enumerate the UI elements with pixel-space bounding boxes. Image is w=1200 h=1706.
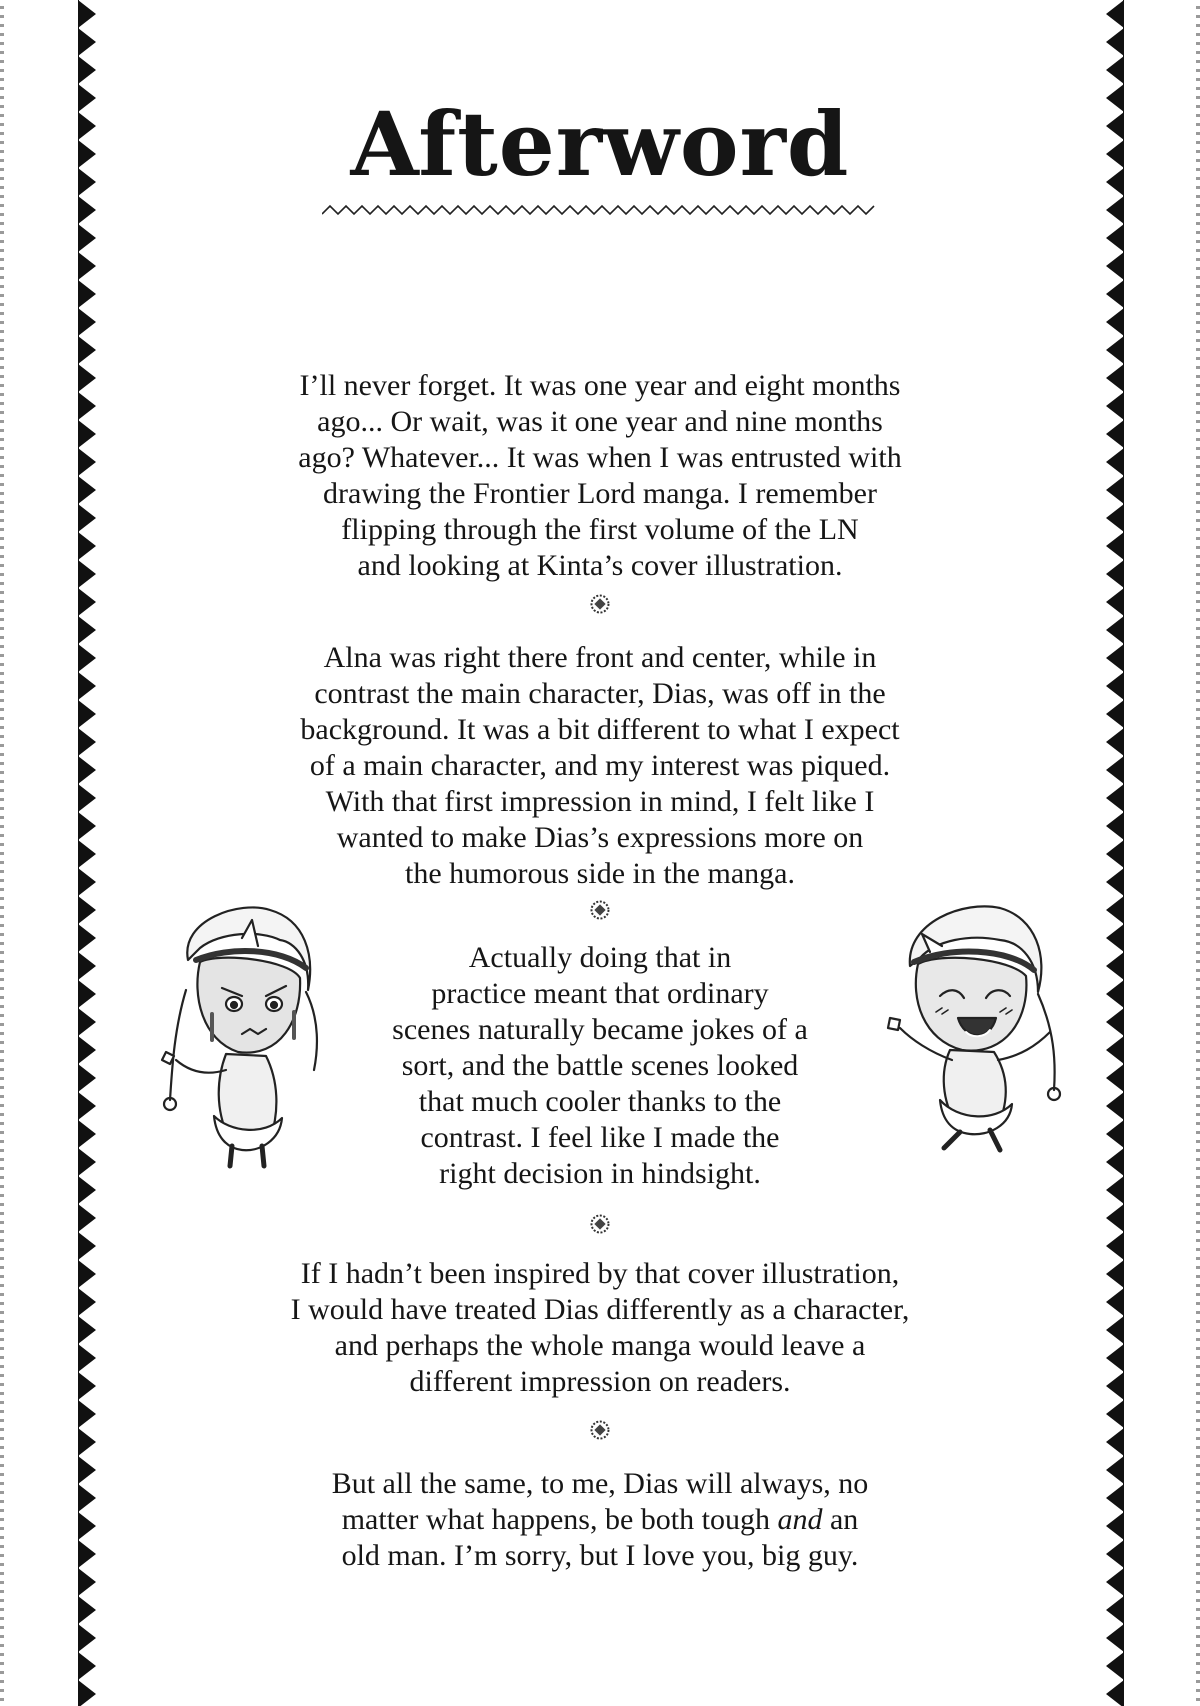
paragraph-line: contrast the main character, Dias, was off in the xyxy=(314,677,886,710)
paragraph-line: I’ll never forget. It was one year and eight months xyxy=(299,369,901,402)
line-part: an xyxy=(829,1503,859,1536)
paragraph-line: and perhaps the whole manga would leave a xyxy=(334,1329,866,1362)
paragraph-line: the humorous side in the manga. xyxy=(405,857,795,890)
paragraph-line: I would have treated Dias differently as a character, xyxy=(290,1293,910,1326)
ornament-divider-icon xyxy=(588,1418,612,1442)
paragraph-line: If I hadn’t been inspired by that cover illustration, xyxy=(300,1257,900,1290)
right-zigzag-border xyxy=(1102,0,1124,1706)
paragraph-line: of a main character, and my interest was piqued. xyxy=(309,749,891,782)
emphasis-word: and xyxy=(777,1503,823,1536)
paragraph-line: scenes naturally became jokes of a xyxy=(392,1013,808,1046)
paragraph-4 xyxy=(200,1256,1000,1400)
chibi-character-angry-illustration xyxy=(130,900,350,1170)
paragraph-line: With that first impression in mind, I felt like I xyxy=(325,785,875,818)
page-title: Afterword xyxy=(350,92,850,196)
left-zigzag-border xyxy=(78,0,100,1706)
line-part: matter what happens, be both tough xyxy=(341,1503,770,1536)
paragraph-line: Actually doing that in xyxy=(468,941,732,974)
paragraph-line: right decision in hindsight. xyxy=(439,1157,761,1190)
paragraph-line: sort, and the battle scenes looked xyxy=(401,1049,799,1082)
paragraph-5 xyxy=(200,1466,1000,1574)
paragraph-line: old man. I’m sorry, but I love you, big guy. xyxy=(341,1539,859,1572)
ornament-divider-icon xyxy=(588,592,612,616)
paragraph-line: flipping through the first volume of the LN xyxy=(341,513,859,546)
paragraph-line: and looking at Kinta’s cover illustration. xyxy=(357,549,843,582)
title-zigzag-rule xyxy=(322,203,878,217)
paragraph-3 xyxy=(330,940,870,1192)
paragraph-line: ago... Or wait, was it one year and nine months xyxy=(317,405,883,438)
paragraph-line: ago? Whatever... It was when I was entrusted with xyxy=(298,441,902,474)
paragraph-line: contrast. I feel like I made the xyxy=(420,1121,780,1154)
right-edge-dots xyxy=(1196,0,1200,1706)
paragraph-line: Alna was right there front and center, while in xyxy=(323,641,877,674)
chibi-character-happy-illustration xyxy=(860,900,1080,1160)
paragraph-1 xyxy=(200,368,1000,584)
paragraph-line: drawing the Frontier Lord manga. I remember xyxy=(323,477,877,510)
paragraph-line: practice meant that ordinary xyxy=(431,977,769,1010)
paragraph-line: different impression on readers. xyxy=(409,1365,791,1398)
left-edge-dots xyxy=(0,0,4,1706)
paragraph-line: But all the same, to me, Dias will always, no xyxy=(331,1467,869,1500)
paragraph-line-with-emphasis xyxy=(200,1502,1000,1538)
ornament-divider-icon xyxy=(588,898,612,922)
paragraph-line: background. It was a bit different to what I expect xyxy=(300,713,900,746)
paragraph-2 xyxy=(200,640,1000,892)
paragraph-line: wanted to make Dias’s expressions more on xyxy=(336,821,864,854)
ornament-divider-icon xyxy=(588,1212,612,1236)
paragraph-line: that much cooler thanks to the xyxy=(418,1085,782,1118)
